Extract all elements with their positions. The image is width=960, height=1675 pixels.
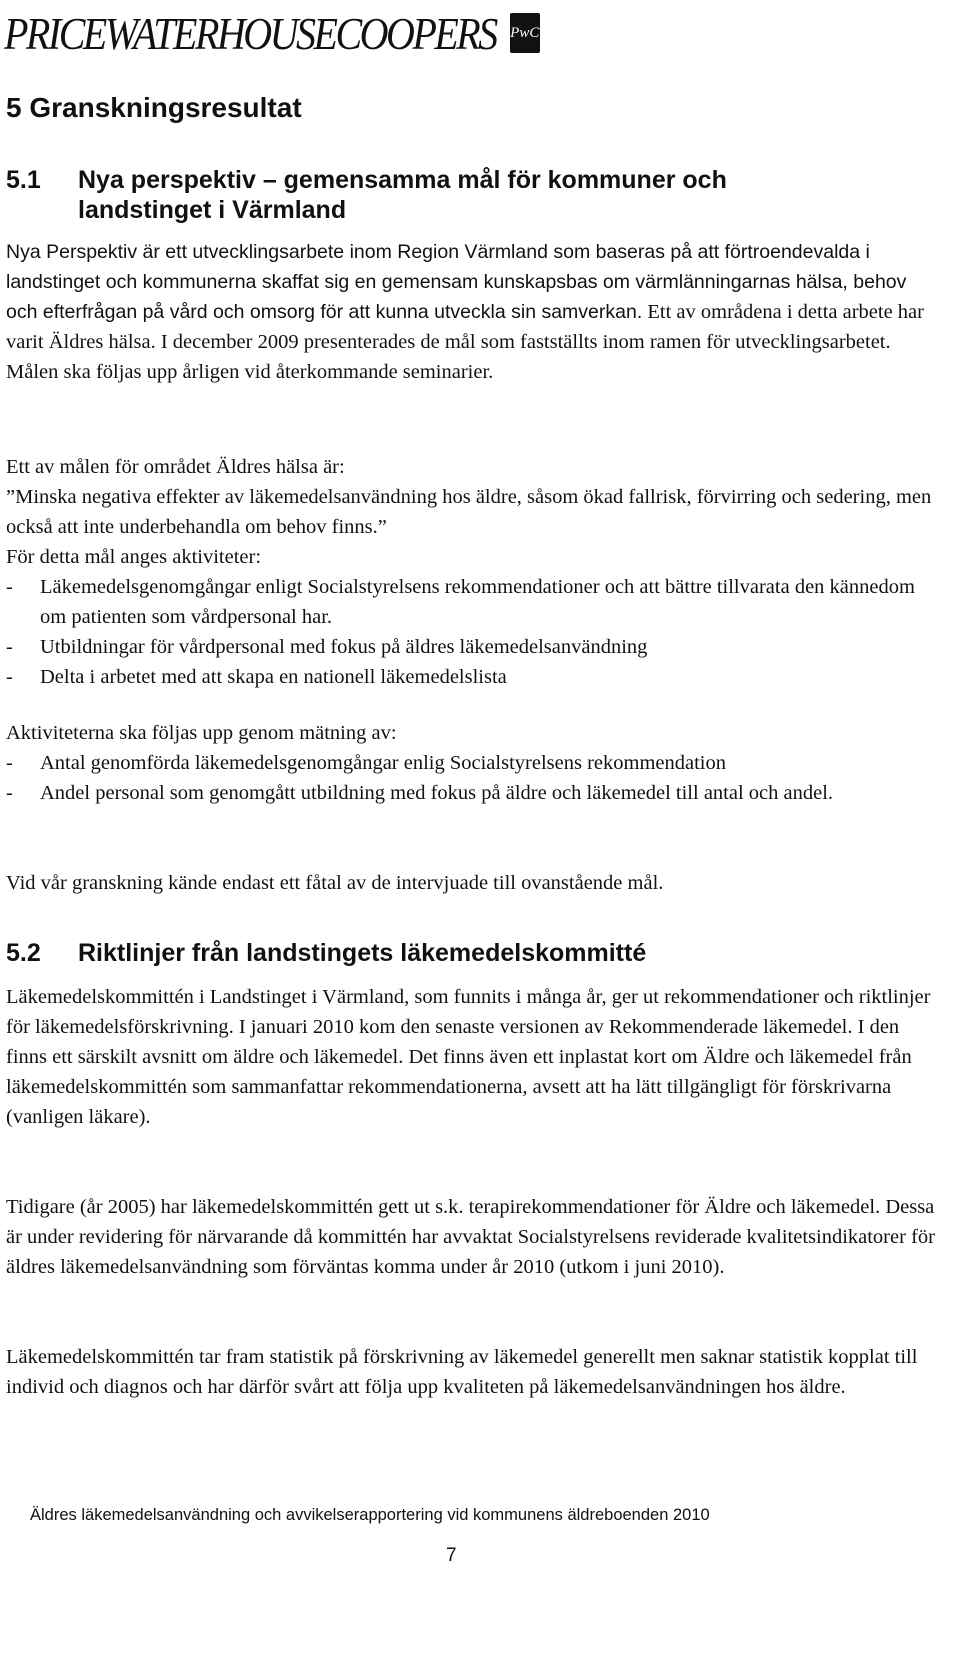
section-5-2-paragraph-2: Tidigare (år 2005) har läkemedelskommittén gett ut s.k. terapirekommendationer för Äldre och läkemedel. Dessa är under revidering för närvarande då kommittén har avvaktat Socialstyrelsens reviderade kvalitetsindikatorer för äldres läkemedelsanvändning som förväntas komma under år 2010 (utkom i juni 2010).: [6, 1196, 935, 1278]
measures-list: [6, 748, 936, 808]
list-item: - Utbildningar för vårdpersonal med fokus på äldres läkemedelsanvändning: [6, 632, 936, 662]
intro-serif-text: Ett av områdena i detta arbete har varit Äldres hälsa. I december 2009 presenterades de mål som fastställts inom ramen för utvecklingsarbetet. Målen ska följas upp årligen vid återkommande seminarier.: [6, 301, 924, 383]
section-title: Riktlinjer från landstingets läkemedelskommitté: [78, 939, 647, 967]
logo-emblem-icon: PwC: [510, 13, 540, 53]
section-5-2-paragraph-1: Läkemedelskommittén i Landstinget i Värmland, som funnits i många år, ger ut rekommendationer och riktlinjer för läkemedelsförskrivning. I januari 2010 kom den senaste versionen av Rekommenderade läkemedel. I den finns ett särskilt avsnitt om äldre och läkemedel. Det finns även ett inplastat kort om Äldre och läkemedel från läkemedelskommittén som sammanfattar rekommendationerna, avsett att ha lätt tillgängligt för förskrivarna (vanligen läkare).: [6, 986, 931, 1128]
goal-intro: Ett av målen för området Äldres hälsa är:: [6, 456, 345, 478]
page-number: 7: [446, 1545, 457, 1566]
list-item: - Andel personal som genomgått utbildning med fokus på äldre och läkemedel till antal och andel.: [6, 778, 936, 808]
list-item: - Antal genomförda läkemedelsgenomgångar enlig Socialstyrelsens rekommendation: [6, 748, 936, 778]
conclusion-paragraph: Vid vår granskning kände endast ett fåtal av de intervjuade till ovanstående mål.: [6, 872, 664, 894]
pwc-logo: [4, 4, 540, 62]
logo-wordmark: PRICEWATERHOUSECOOPERS: [4, 7, 496, 59]
activities-list: [6, 572, 936, 692]
page-footer: Äldres läkemedelsanvändning och avvikelserapportering vid kommunens äldreboenden 2010: [30, 1506, 710, 1524]
section-number: 5.2: [6, 939, 41, 967]
measures-intro: Aktiviteterna ska följas upp genom mätning av:: [6, 722, 397, 744]
section-5-1-heading: [6, 165, 838, 225]
section-number: 5.1: [6, 166, 41, 194]
section-title: Nya perspektiv – gemensamma mål för kommuner och landstinget i Värmland: [78, 166, 727, 224]
section-5-heading: 5 Granskningsresultat: [6, 92, 302, 123]
intro-sans-text: Nya Perspektiv är ett utvecklingsarbete inom Region Värmland som baseras på att förtroendevalda i landstinget och kommunerna skaffat sig en gemensam kunskapsbas om värmlänningarnas hälsa, behov och efterfrågan på vård och omsorg för att kunna utveckla sin samverkan.: [6, 241, 907, 323]
list-item: - Läkemedelsgenomgångar enligt Socialstyrelsens rekommendationer och att bättre tillvarata den kännedom om patienten som vårdpersonal har.: [6, 572, 936, 632]
activities-intro: För detta mål anges aktiviteter:: [6, 546, 262, 568]
section-5-2-heading: [6, 938, 838, 968]
goal-block: [6, 452, 936, 692]
section-5-2-paragraph-3: Läkemedelskommittén tar fram statistik på förskrivning av läkemedel generellt men saknar statistik kopplat till individ och diagnos och har därför svårt att följa upp kvaliteten på läkemedelsanvändningen hos äldre.: [6, 1346, 918, 1398]
measures-block: [6, 718, 936, 808]
list-item: - Delta i arbetet med att skapa en nationell läkemedelslista: [6, 662, 936, 692]
goal-quote: ”Minska negativa effekter av läkemedelsanvändning hos äldre, såsom ökad fallrisk, förvirring och sedering, men också att inte underbehandla om behov finns.”: [6, 486, 932, 538]
section-5-1-intro: [6, 237, 936, 387]
